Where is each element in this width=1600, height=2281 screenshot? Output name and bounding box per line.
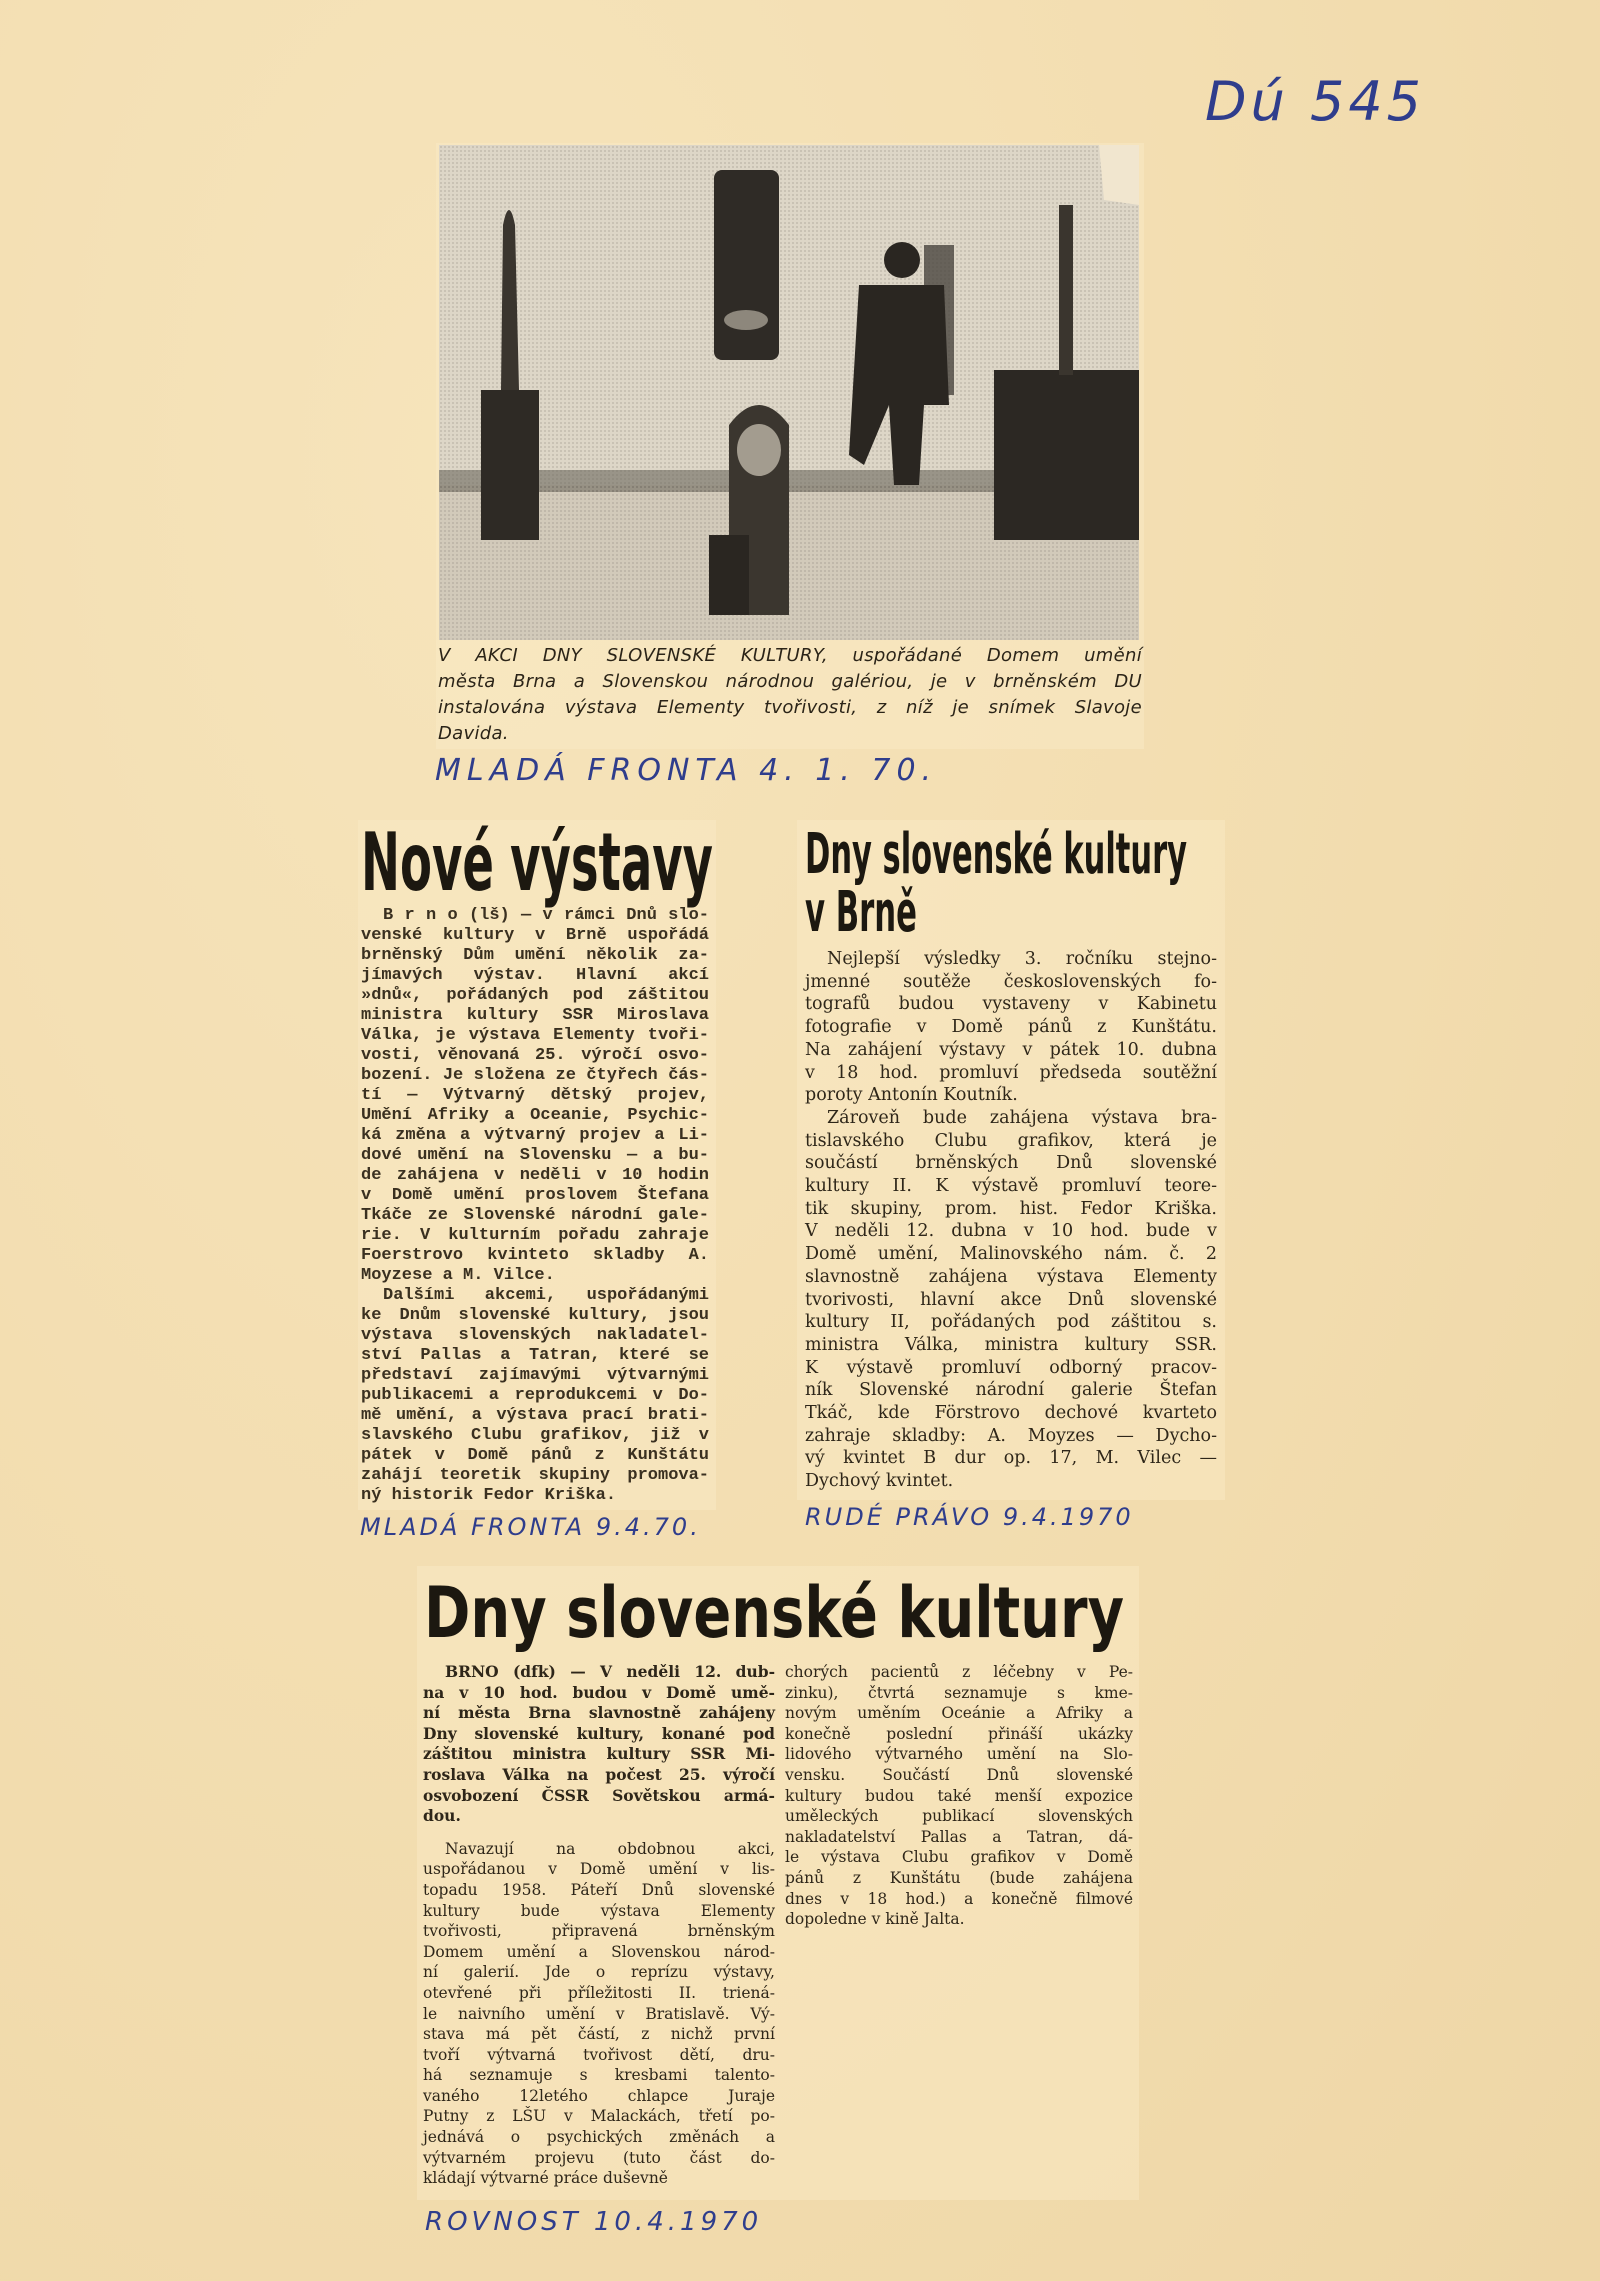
text-line: v 18 hod. promluví předseda soutěžní [805, 1062, 1217, 1083]
text-line: Davida. [438, 723, 509, 744]
article-clipping-nove-vystavy [358, 816, 716, 1510]
source-note-handwritten: MLADÁ FRONTA 9.4.70. [360, 1513, 701, 1541]
text-line: dou. [423, 1806, 461, 1826]
text-line: de zahájena v neděli v 10 hodin [361, 1166, 709, 1185]
text-line: pátek v Domě pánů z Kunštátu [361, 1446, 709, 1465]
paragraph [805, 1107, 1217, 1493]
text-line: vosti, věnovaná 25. výročí osvo- [361, 1046, 709, 1065]
text-line: brněnský Dům umění několik za- [361, 946, 709, 965]
text-line: BRNO (dfk) — V neděli 12. dub- [445, 1662, 775, 1681]
text-line: fotografie v Domě pánů z Kunštátu. [805, 1017, 1217, 1038]
wall-mask [714, 170, 779, 360]
text-line: vensku. Součástí Dnů slovenské [785, 1765, 1133, 1784]
text-line: novým uměním Oceánie a Afriky a [785, 1704, 1133, 1723]
article-headline: v Brně [805, 880, 917, 945]
text-line: »dnů«, pořádaných pod záštitou [361, 986, 709, 1005]
text-line: V neděli 12. dubna v 10 hod. bude v [805, 1221, 1217, 1242]
headline-container [361, 816, 713, 909]
text-line: města Brna a Slovenskou národnou galériou, je v brněnském DU [438, 671, 1142, 692]
text-line: le naivního umění v Bratislavě. Vý- [423, 2004, 775, 2023]
text-line: Válka, je výstava Elementy tvoři- [361, 1026, 709, 1045]
paragraph [423, 1662, 775, 1827]
article-headline: Nové výstavy [361, 816, 713, 909]
text-line: mě umění, a výstava prací brati- [361, 1406, 709, 1425]
text-line: Tkáč, kde Förstrovo dechové kvarteto [805, 1403, 1217, 1424]
text-line: ní galerií. Jde o reprízu výstavy, [423, 1963, 775, 1982]
text-line: ká změna a výtvarný projev a Li- [361, 1126, 709, 1145]
text-line: ník Slovenské národní galerie Štefan [805, 1380, 1217, 1401]
text-line: chorých pacientů z léčebny v Pe- [785, 1663, 1133, 1681]
text-line: výstava slovenských nakladatel- [361, 1326, 709, 1345]
text-line: ství Pallas a Tatran, které se [361, 1346, 709, 1365]
text-line: Foerstrovo kvinteto skladby A. [361, 1246, 709, 1265]
text-line: Na zahájení výstavy v pátek 10. dubna [805, 1039, 1217, 1060]
exhibition-photo [439, 145, 1139, 640]
text-line: Domem umění a Slovenskou národ- [423, 1942, 775, 1961]
text-line: B r n o (lš) — v rámci Dnů slo- [383, 906, 709, 925]
headline-container [424, 1574, 1124, 1652]
text-line: vý kvintet B dur op. 17, M. Vilec — [805, 1448, 1217, 1469]
source-note-handwritten: MLADÁ FRONTA 4. 1. 70. [435, 753, 938, 788]
text-line: slavnostně zahájena výstava Elementy [805, 1266, 1217, 1287]
text-line: dopoledne v kině Jalta. [785, 1910, 965, 1929]
source-note-handwritten: RUDÉ PRÁVO 9.4.1970 [805, 1503, 1134, 1531]
text-line: kultury II, pořádaných pod záštitou s. [805, 1312, 1217, 1333]
article-column-2 [785, 1662, 1133, 1930]
text-line: Nejlepší výsledky 3. ročníku stejno- [827, 949, 1217, 969]
text-line: zahájí teoretik skupiny promova- [361, 1466, 709, 1485]
text-line: dnes v 18 hod.) a konečně filmové [785, 1889, 1133, 1908]
article-headline: Dny slovenské kultury [805, 822, 1187, 887]
text-line: ke Dnům slovenské kultury, jsou [361, 1306, 709, 1325]
text-line: uměleckých publikací slovenských [785, 1807, 1133, 1826]
text-line: konečně poslední přináší ukázky [785, 1724, 1133, 1743]
text-line: stava má pět částí, z nichž první [423, 2025, 775, 2044]
text-line: ní města Brna slavnostně zahájeny [423, 1703, 775, 1723]
paragraph [361, 1286, 709, 1506]
text-line: dové umění na Slovensku — a bu- [361, 1146, 709, 1165]
text-line: Zároveň bude zahájena výstava bra- [827, 1107, 1217, 1128]
paragraph [361, 906, 709, 1286]
text-line: topadu 1958. Páteří Dnů slovenské [423, 1880, 775, 1899]
text-line: publikacemi a reprodukcemi v Do- [361, 1386, 709, 1405]
text-line: Domě umění, Malinovského nám. č. 2 [805, 1244, 1217, 1265]
text-line: poroty Antonín Koutník. [805, 1085, 1018, 1106]
text-line: v Domě umění proslovem Štefana [361, 1186, 709, 1205]
text-line: venské kultury v Brně uspořádá [361, 926, 709, 945]
text-line: Dny slovenské kultury, konané pod [423, 1723, 775, 1743]
source-note-handwritten: ROVNOST 10.4.1970 [425, 2207, 763, 2237]
text-line: uspořádanou v Domě umění v lis- [423, 1860, 775, 1879]
text-line: ný historik Fedor Kriška. [361, 1486, 617, 1505]
text-line: tvoří výtvarná tvořivost dětí, dru- [423, 2045, 775, 2064]
text-line: slavského Clubu grafikov, již v [361, 1426, 709, 1445]
article-body [361, 906, 709, 1506]
text-line: tvorivosti, hlavní akce Dnů slovenské [805, 1289, 1217, 1310]
text-line: kládají výtvarné práce duševně [423, 2169, 668, 2188]
text-line: jednává o psychických změnách a [423, 2128, 775, 2147]
headline-container [805, 822, 1195, 945]
paragraph [785, 1662, 1133, 1930]
photo-caption [438, 643, 1142, 747]
article-clipping-dny-slovenske-kultury-v-brne [797, 820, 1225, 1500]
archive-number-handwritten: Dú 545 [1205, 70, 1426, 133]
text-line: Putny z LŠU v Malackách, třetí po- [423, 2107, 775, 2126]
text-line: Tkáče ze Slovenské národní gale- [361, 1206, 709, 1225]
text-line: kultury bude výstava Elementy [423, 1901, 775, 1920]
right-pedestal [994, 370, 1139, 540]
text-line: V AKCI DNY SLOVENSKÉ KULTURY, uspořádané Domem umění [438, 645, 1142, 666]
text-line: jímavých výstav. Hlavní akcí [361, 966, 709, 985]
text-line: lidového výtvarného umění na Slo- [785, 1745, 1133, 1764]
article-clipping-dny-slovenske-kultury [417, 1566, 1139, 2200]
text-line: ministra Válka, ministra kultury SSR. [805, 1334, 1217, 1355]
text-line: zahraje skladby: A. Moyzes — Dycho- [805, 1425, 1217, 1446]
text-line: vaného 12letého chlapce Juraje [423, 2086, 775, 2105]
article-body [805, 948, 1217, 1493]
text-line: Navazují na obdobnou akci, [445, 1839, 775, 1858]
text-line: Moyzese a M. Vilce. [361, 1266, 555, 1285]
text-line: tislavského Clubu grafikov, která je [805, 1130, 1217, 1151]
text-line: tí — Výtvarný dětský projev, [361, 1086, 709, 1105]
text-line: záštitou ministra kultury SSR Mi- [423, 1744, 775, 1764]
left-pedestal [481, 390, 539, 540]
text-line: rie. V kulturním pořadu zahraje [361, 1226, 709, 1245]
text-line: K výstavě promluví odborný pracov- [805, 1357, 1217, 1378]
text-line: pánů z Kunštátu (bude zahájena [785, 1868, 1133, 1887]
text-line: na v 10 hod. budou v Domě umě- [423, 1682, 775, 1702]
text-line: součástí brněnských Dnů slovenské [805, 1153, 1217, 1174]
text-line: jmenné soutěže československých fo- [805, 971, 1217, 992]
text-line: kultury II. K výstavě promluví teore- [805, 1176, 1217, 1197]
article-headline: Dny slovenské kultury [424, 1572, 1124, 1654]
text-line: kultury budou také menší expozice [785, 1786, 1133, 1805]
text-line: nakladatelství Pallas a Tatran, dá- [785, 1827, 1133, 1846]
text-line: Dychový kvintet. [805, 1471, 954, 1492]
article-column-1 [423, 1662, 775, 2189]
text-line: há seznamuje s kresbami talento- [423, 2066, 775, 2085]
text-line: instalována výstava Elementy tvořivosti, z níž je snímek Slavoje [438, 697, 1142, 718]
text-line: bození. Je složena ze čtyřech čás- [361, 1066, 709, 1085]
photo-clipping [436, 143, 1144, 749]
paragraph [805, 948, 1217, 1107]
text-line: tvořivosti, připravená brněnským [423, 1922, 775, 1941]
text-line: le výstava Clubu grafikov v Domě [785, 1848, 1133, 1867]
text-line: výtvarném projevu (tuto část do- [423, 2148, 775, 2167]
text-line: osvobození ČSSR Sovětskou armá- [423, 1785, 775, 1805]
text-line: Dalšími akcemi, uspořádanými [383, 1286, 709, 1305]
text-line: tik skupiny, prom. hist. Fedor Kriška. [805, 1198, 1217, 1219]
text-line: otevřené při příležitosti II. triená- [423, 1983, 775, 2002]
text-line: Umění Afriky a Oceanie, Psychic- [361, 1106, 709, 1125]
text-line: ministra kultury SSR Miroslava [361, 1006, 709, 1025]
text-line: zinku), čtvrtá seznamuje s kme- [785, 1683, 1133, 1702]
text-line: tografů budou vystaveny v Kabinetu [805, 994, 1217, 1015]
text-line: představí zajímavými výtvarnými [361, 1366, 709, 1385]
paragraph [423, 1839, 775, 2189]
text-line: roslava Válka na počest 25. výročí [423, 1764, 775, 1784]
